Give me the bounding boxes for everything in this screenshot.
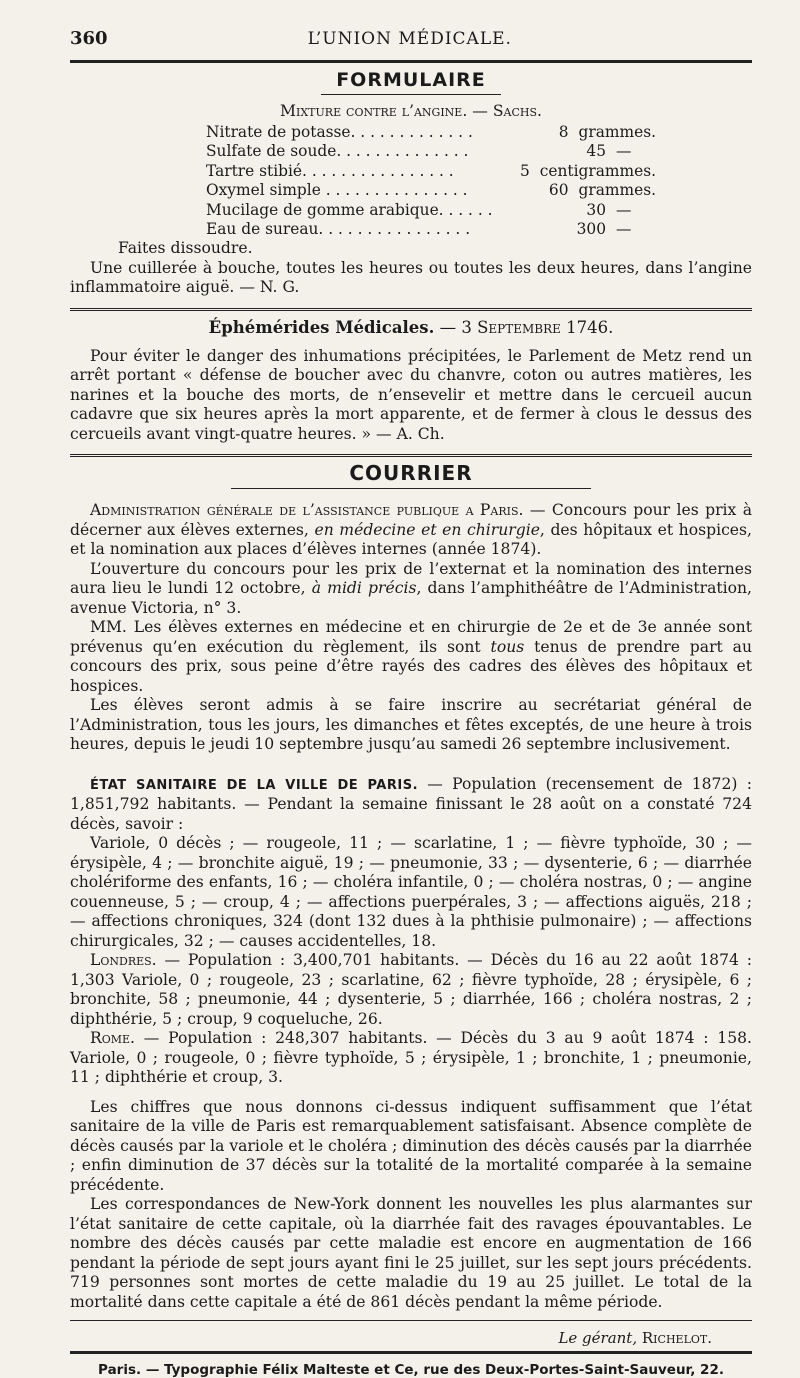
page-header	[70, 28, 752, 56]
courrier-title: COURRIER	[349, 461, 473, 486]
courrier-rule	[231, 488, 591, 489]
section-rule	[70, 454, 752, 457]
recipe-instruction: Faites dissoudre.	[118, 239, 253, 258]
formulaire-title: FORMULAIRE	[336, 69, 486, 91]
etat-newyork: Les correspondances de New-York donnent les nouvelles les plus alarmantes sur l’état sanitaire de cette capitale, où la diarrhée fait des ravages épouvantables. Le nombre des décès causés par cette maladie est encore en augmentation de 166 pendant la période de sept jours ayant fini le 25 juillet, sur les sept jours précédents. 719 personnes sont mortes de cette maladie du 19 au 25 juillet. Le total de la mortalité dans cette capitale a été de 861 décès pendant la même période.	[70, 1195, 752, 1311]
ephemerides-text: Pour éviter le danger des inhumations précipitées, le Parlement de Metz rend un arrêt portant « défense de boucher avec du chanvre, coton ou autres matières, les narines et la bouche des morts, de n’ensevelir et mettre dans le cercueil aucun cadavre que six heures après la mort apparente, et de fermer à clous le dessus des cercueils avant vingt-quatre heures. » — A. Ch.	[70, 346, 752, 443]
courrier-paragraph: MM. Les élèves externes en médecine et en chirurgie de 2e et de 3e année sont prévenus qu’en exécution du règlement, ils sont tous tenus de prendre part au concours des prix, sous peine d’être rayés des cadres des élèves des hôpitaux et hospices.	[70, 618, 752, 695]
closing-rule	[70, 1320, 752, 1321]
courrier-paragraph: L’ouverture du concours pour les prix de l’externat et la nomination des internes aura lieu le lundi 12 octobre, à midi précis, dans l’amphithéâtre de l’Administration, avenue Victoria, n° 3.	[70, 559, 753, 617]
ingredient-row: Oxymel simple . . . . . . . . . . . . . . . 60 grammes.	[206, 181, 656, 200]
page-number: 360	[70, 28, 108, 49]
etat-commentary: Les chiffres que nous donnons ci-dessus indiquent suffisamment que l’état sanitaire de la ville de Paris est remarquablement satisfaisant. Absence complète de décès causés par la variole et le choléra ; diminution des décès causés par la diarrhée ; enfin diminution de 37 décès sur la totalité de la mortalité comparée à la semaine précédente.	[70, 1097, 752, 1194]
header-rule	[70, 60, 752, 63]
footer-rule	[70, 1351, 752, 1354]
ingredient-row: Sulfate de soude. . . . . . . . . . . . . . 45 —	[206, 142, 632, 161]
courrier-paragraph: Administration générale de l’assistance publique a Paris. — Concours pour les prix à décerner aux élèves externes, en médecine et en chirurgie, des hôpitaux et hospices, et la nomination aux places d’élèves internes (année 1874).	[70, 501, 752, 559]
printer-footer: Paris. — Typographie Félix Malteste et Ce, rue des Deux-Portes-Saint-Sauveur, 22.	[98, 1362, 724, 1378]
etat-rome: Rome. — Population : 248,307 habitants. — Décès du 3 au 9 août 1874 : 158. Variole, 0 ; rougeole, 0 ; fièvre typhoïde, 5 ; érysipèle, 1 ; bronchite, 1 ; pneumonie, 11 ; diphthérie et croup, 3.	[70, 1029, 752, 1087]
etat-heading: ÉTAT SANITAIRE DE LA VILLE DE PARIS.	[90, 777, 419, 793]
courrier-paragraph: Les élèves seront admis à se faire inscrire au secrétariat général de l’Administration, tous les jours, les dimanches et fêtes exceptés, de une heure à trois heures, depuis le jeudi 10 septembre jusqu’au samedi 26 septembre inclusivement.	[70, 696, 752, 754]
ephemerides-date: — 3 Septembre 1746.	[439, 317, 614, 337]
recipe-name: Mixture contre l’angine.	[280, 102, 468, 120]
signature-name: Richelot.	[641, 1329, 712, 1348]
recipe-ingredients	[206, 123, 656, 239]
ingredient-row: Mucilage de gomme arabique. . . . . . 30 —	[206, 200, 632, 219]
ingredient-row: Nitrate de potasse. . . . . . . . . . . . . 8 grammes.	[206, 123, 656, 141]
section-rule	[70, 308, 752, 311]
signature-role: Le gérant,	[558, 1329, 638, 1348]
spacer	[70, 755, 752, 775]
recipe-dose: Une cuillerée à bouche, toutes les heures ou toutes les deux heures, dans l’angine inflammatoire aiguë. — N. G.	[70, 258, 752, 297]
etat-paris-deaths: Variole, 0 décès ; — rougeole, 11 ; — scarlatine, 1 ; — fièvre typhoïde, 30 ; — érysipèle, 4 ; — bronchite aiguë, 19 ; — pneumonie, 33 ; — dysenterie, 6 ; — diarrhée cholériforme des enfants, 16 ; — choléra infantile, 0 ; — choléra nostras, 0 ; — angine couenneuse, 5 ; — croup, 4 ; — affections puerpérales, 3 ; — affections aiguës, 218 ; — affections chroniques, 324 (dont 132 dues à la phthisie pulmonaire) ; — affections chirurgicales, 32 ; — causes accidentelles, 18.	[70, 834, 752, 950]
ephemerides-title	[70, 317, 752, 339]
recipe-author: — Sachs.	[472, 102, 542, 120]
ingredient-row: Tartre stibié. . . . . . . . . . . . . . . . 5 centigrammes.	[206, 161, 656, 180]
etat-londres: Londres. — Population : 3,400,701 habitants. — Décès du 16 au 22 août 1874 : 1,303 Variole, 0 ; rougeole, 23 ; scarlatine, 62 ; fièvre typhoïde, 28 ; érysipèle, 6 ; bronchite, 58 ; pneumonie, 44 ; dysenterie, 5 ; diarrhée, 166 ; choléra nostras, 2 ; diphthérie, 5 ; croup, 9 coqueluche, 26.	[70, 951, 752, 1028]
formulaire-subtitle	[70, 101, 752, 121]
etat-paragraph: ÉTAT SANITAIRE DE LA VILLE DE PARIS. — Population (recensement de 1872) : 1,851,792 habitants. — Pendant la semaine finissant le 28 août on a constaté 724 décès, savoir :	[70, 774, 752, 833]
signature	[70, 1329, 752, 1347]
formulaire-rule	[321, 94, 501, 95]
journal-title: L’UNION MÉDICALE.	[307, 29, 512, 49]
ephemerides-heading: Éphémérides Médicales.	[208, 317, 435, 337]
ingredient-row: Eau de sureau. . . . . . . . . . . . . . . . 300 —	[206, 220, 632, 239]
